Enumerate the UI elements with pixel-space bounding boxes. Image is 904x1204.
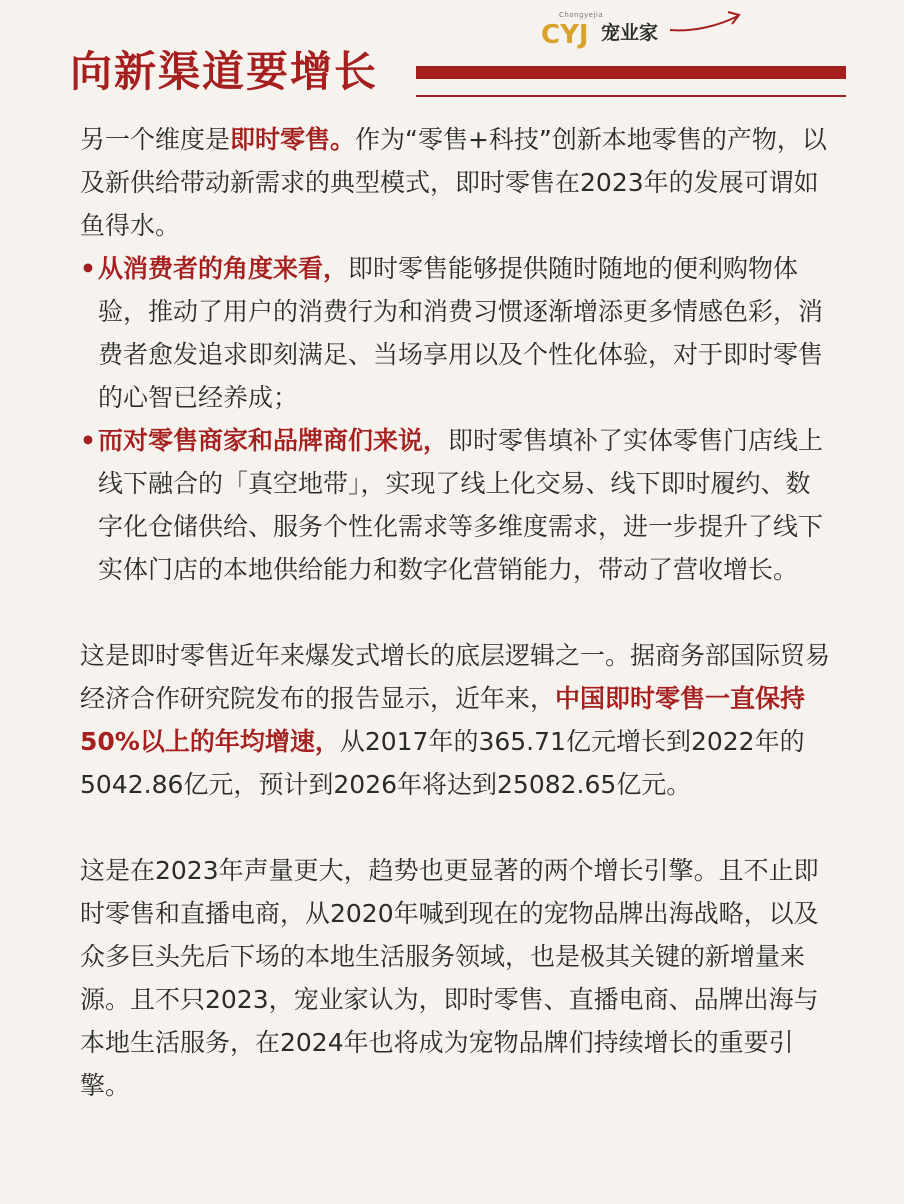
p1-text-b: 作为“零售+科技”创新本地零售的产物，以及新供给带动新需求的典型模式，即时零售在2023年的发展可谓如鱼得水。	[80, 125, 827, 240]
brand-name: 宠业家	[601, 21, 659, 44]
bullet-item-merchant	[80, 419, 830, 591]
logo-small-text: Chongyejia	[559, 11, 604, 19]
p1-text-a: 另一个维度是	[80, 125, 231, 154]
title-bar-decoration	[416, 66, 846, 79]
arrow-icon	[668, 8, 748, 38]
p2-text-b: 从2017年的365.71亿元增长到2022年的5042.86亿元，预计到2026年将达到25082.65亿元。	[80, 727, 805, 799]
logo-mark	[541, 11, 604, 50]
bullet-dot-icon: •	[80, 426, 96, 455]
article-body	[80, 118, 830, 1107]
p2-text-a: 这是即时零售近年来爆发式增长的底层逻辑之一。据商务部国际贸易经济合作研究院发布的报告显示，近年来，	[80, 641, 831, 713]
bullet-1-text: 即时零售能够提供随时随地的便利购物体验，推动了用户的消费行为和消费习惯逐渐增添更多情感色彩，消费者愈发追求即刻满足、当场享用以及个性化体验，对于即时零售的心智已经养成；	[98, 254, 824, 412]
bullet-item-consumer	[80, 247, 830, 419]
p1-highlight: 即时零售。	[230, 125, 356, 154]
paragraph-1	[80, 118, 830, 247]
brand-logo	[541, 12, 658, 50]
bullet-1-highlight: 从消费者的角度来看，	[98, 254, 349, 283]
paragraph-3: 这是在2023年声量更大，趋势也更显著的两个增长引擎。且不止即时零售和直播电商，从2020年喊到现在的宠物品牌出海战略，以及众多巨头先后下场的本地生活服务领域，也是极其关键的新增量来源。且不只2023，宠业家认为，即时零售、直播电商、品牌出海与本地生活服务，在2024年也将成为宠物品牌们持续增长的重要引擎。	[80, 856, 819, 1100]
bullet-2-text: 即时零售填补了实体零售门店线上线下融合的「真空地带」，实现了线上化交易、线下即时履约、数字化仓储供给、服务个性化需求等多维度需求，进一步提升了线下实体门店的本地供给能力和数字化营销能力，带动了营收增长。	[98, 426, 824, 584]
page-title: 向新渠道要增长	[70, 47, 379, 96]
bullet-dot-icon: •	[80, 254, 96, 283]
p2-highlight: 中国即时零售一直保持50%以上的年均增速，	[80, 684, 806, 756]
paragraph-2	[80, 634, 830, 806]
logo-letters: CYJ	[541, 20, 589, 50]
bullet-2-highlight: 而对零售商家和品牌商们来说，	[98, 426, 449, 455]
title-underline	[416, 95, 846, 97]
